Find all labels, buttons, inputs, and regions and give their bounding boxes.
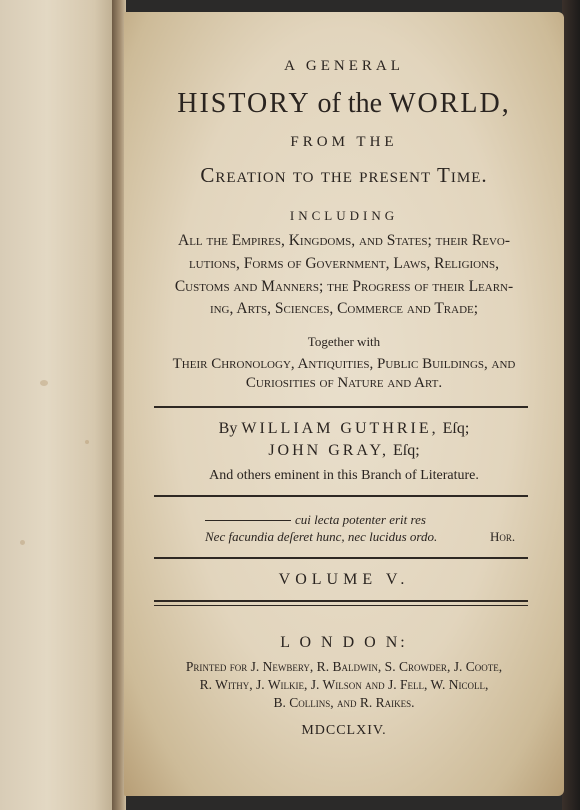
title-main (124, 86, 564, 122)
chronology-line-1: Their Chronology, Antiquities, Public Buildings, and (172, 356, 516, 372)
title-a-general: A GENERAL (284, 58, 404, 74)
foxing-spot (85, 440, 89, 444)
title-of-the: of the (317, 88, 383, 119)
contents-line-4: ing, Arts, Sciences, Commerce and Trade; (209, 300, 479, 317)
foxing-spot (40, 380, 48, 386)
imprint-city: L O N D O N: (280, 634, 408, 651)
title-from-the: FROM THE (290, 134, 398, 150)
imprint-line-2: R. Withy, J. Wilkie, J. Wilson and J. Fell, W. Nicoll, (199, 677, 489, 692)
author-2-suffix: Eſq; (393, 442, 420, 459)
contents-line-3: Customs and Manners; the Progress of their Learn- (174, 278, 514, 295)
contents-line-2: lutions, Forms of Government, Laws, Religions, (188, 255, 500, 272)
title-history: HISTORY (177, 88, 311, 119)
double-rule-top (154, 600, 528, 602)
book-edge (562, 0, 580, 810)
epigraph-attribution: Hor. (490, 529, 516, 544)
author-line-2 (124, 442, 564, 460)
authors-others: And others eminent in this Branch of Literature. (209, 468, 479, 483)
left-blank-page (0, 0, 120, 810)
imprint-line-1: Printed for J. Newbery, R. Baldwin, S. Crowder, J. Coote, (185, 659, 503, 674)
title-creation: Creation to the preſent Time. (200, 163, 488, 187)
epigraph-line-1: cui lecta potenter erit res (295, 512, 426, 527)
author-1-suffix: Eſq; (442, 420, 470, 437)
author-1-name: WILLIAM GUTHRIE, (241, 420, 439, 437)
double-rule-bottom (154, 605, 528, 606)
imprint-year: MDCCLXIV. (301, 723, 387, 738)
epigraph-dash (205, 520, 291, 521)
contents-line-1: All the Empires, Kingdoms, and States; their Revo- (178, 232, 510, 249)
author-line-1 (124, 420, 564, 438)
title-including: INCLUDING (289, 208, 399, 223)
divider-rule (154, 557, 528, 559)
divider-rule (154, 406, 528, 408)
volume-label: VOLUME V. (278, 571, 410, 588)
foxing-spot (20, 540, 25, 545)
title-world: WORLD, (389, 88, 511, 119)
chronology-line-2: Curiosities of Nature and Art. (245, 375, 443, 391)
divider-rule (154, 495, 528, 497)
epigraph-line-2: Nec facundia deſeret hunc, nec lucidus ordo. (205, 529, 438, 544)
imprint-line-3: B. Collins, and R. Raikes. (273, 695, 415, 710)
together-with: Together with (307, 334, 381, 349)
author-2-name: JOHN GRAY, (268, 442, 390, 459)
author-by: By (218, 420, 238, 437)
